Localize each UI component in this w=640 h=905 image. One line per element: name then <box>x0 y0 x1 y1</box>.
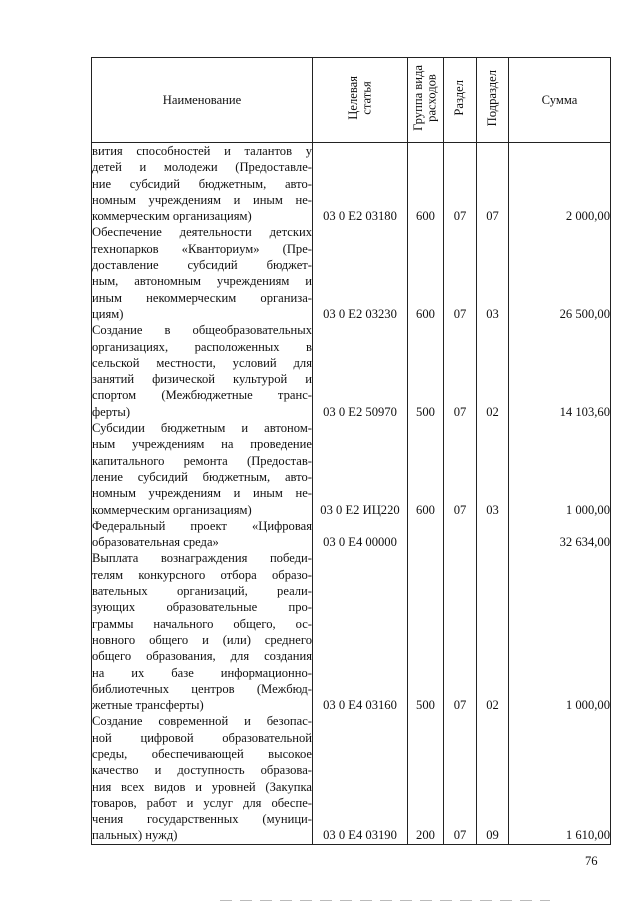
row-name-line: циям) <box>92 306 124 321</box>
row-name-line: Выплата вознаграждения победи- <box>92 551 312 566</box>
row-name-line: чения государственных (муници- <box>92 812 312 827</box>
row-name-line: организациях, расположенных в <box>92 339 312 354</box>
row-expense-group <box>408 518 444 551</box>
row-name-line: доставление субсидий бюджет- <box>92 258 312 273</box>
row-name <box>92 143 313 225</box>
row-section: 07 <box>444 143 477 225</box>
table-row <box>92 322 611 420</box>
row-target-article: 03 0 Е2 03230 <box>313 224 408 322</box>
row-name-line: спортом (Межбюджетные транс- <box>92 388 312 403</box>
row-name-line: коммерческим организациям) <box>92 209 252 224</box>
row-name <box>92 518 313 551</box>
row-name-line: коммерческим организациям) <box>92 502 252 517</box>
row-name-line: на их базе информационно- <box>92 665 312 680</box>
row-section: 07 <box>444 322 477 420</box>
row-expense-group: 500 <box>408 550 444 713</box>
row-expense-group: 600 <box>408 143 444 225</box>
table-header-row <box>92 58 611 143</box>
row-name-line: ным, автономным учреждениям и <box>92 274 312 289</box>
row-name-line: пальных) нужд) <box>92 828 178 843</box>
table-row <box>92 713 611 844</box>
row-target-article: 03 0 Е4 00000 <box>313 518 408 551</box>
row-sum: 1 000,00 <box>509 420 611 518</box>
page-number: 76 <box>585 854 598 868</box>
row-name-line: новного общего и (или) среднего <box>92 632 312 647</box>
row-expense-group: 600 <box>408 420 444 518</box>
row-sum: 26 500,00 <box>509 224 611 322</box>
row-name-line: ния всех видов и уровней (Закупка <box>92 779 312 794</box>
row-subsection: 02 <box>477 550 509 713</box>
header-target-article: Целевая статья <box>313 58 408 143</box>
row-name-line: общего образования, для создания <box>92 649 312 664</box>
header-sum: Сумма <box>509 58 611 143</box>
row-target-article: 03 0 Е2 ИЦ220 <box>313 420 408 518</box>
row-expense-group: 200 <box>408 713 444 844</box>
row-subsection: 07 <box>477 143 509 225</box>
row-name <box>92 224 313 322</box>
row-name-line: Субсидии бюджетным и автоном- <box>92 421 312 436</box>
row-name-line: ной цифровой образовательной <box>92 730 312 745</box>
row-target-article: 03 0 Е4 03160 <box>313 550 408 713</box>
row-name-line: номным учреждениям и иным не- <box>92 192 312 207</box>
row-name-line: граммы начального общего, ос- <box>92 616 312 631</box>
row-name-line: сельской местности, условий для <box>92 355 312 370</box>
row-target-article: 03 0 Е4 03190 <box>313 713 408 844</box>
row-name-line: Обеспечение деятельности детских <box>92 225 312 240</box>
row-name-line: технопарков «Кванториум» (Пре- <box>92 241 312 256</box>
row-name-line: жетные трансферты) <box>92 698 204 713</box>
row-name-line: ление субсидий бюджетным, авто- <box>92 469 312 484</box>
row-name-line: номным учреждениям и иным не- <box>92 486 312 501</box>
row-name-line: библиотечных центров (Межбюд- <box>92 681 312 696</box>
row-subsection <box>477 518 509 551</box>
row-name-line: ние субсидий бюджетным, авто- <box>92 176 312 191</box>
row-name <box>92 420 313 518</box>
row-name-line: вательных организаций, реали- <box>92 584 312 599</box>
row-subsection: 03 <box>477 224 509 322</box>
row-expense-group: 600 <box>408 224 444 322</box>
row-name <box>92 322 313 420</box>
row-expense-group: 500 <box>408 322 444 420</box>
row-target-article: 03 0 Е2 50970 <box>313 322 408 420</box>
table-row <box>92 420 611 518</box>
table-row <box>92 224 611 322</box>
header-section: Раздел <box>444 58 477 143</box>
row-subsection: 02 <box>477 322 509 420</box>
row-section: 07 <box>444 550 477 713</box>
row-name-line: ным учреждениям на проведение <box>92 437 312 452</box>
header-subsection: Подраздел <box>477 58 509 143</box>
row-section: 07 <box>444 224 477 322</box>
row-name-line: иным некоммерческим организа- <box>92 290 312 305</box>
table-row <box>92 518 611 551</box>
row-name <box>92 713 313 844</box>
row-name-line: качество и доступность образова- <box>92 763 312 778</box>
row-sum: 14 103,60 <box>509 322 611 420</box>
row-name-line: занятий физической культурой и <box>92 372 312 387</box>
row-name-line: среды, обеспечивающей высокое <box>92 746 312 761</box>
row-name-line: зующих образовательные про- <box>92 600 312 615</box>
header-name: Наименование <box>92 58 313 143</box>
budget-table <box>91 57 611 845</box>
row-subsection: 03 <box>477 420 509 518</box>
row-name-line: образовательная среда» <box>92 535 219 550</box>
row-sum: 2 000,00 <box>509 143 611 225</box>
row-subsection: 09 <box>477 713 509 844</box>
row-section: 07 <box>444 420 477 518</box>
row-name-line: капитального ремонта (Предостав- <box>92 453 312 468</box>
header-expense-group: Группа вида расходов <box>408 58 444 143</box>
row-name-line: детей и молодежи (Предоставле- <box>92 160 312 175</box>
row-name-line: Создание в общеобразовательных <box>92 323 312 338</box>
row-name-line: товаров, работ и услуг для обеспе- <box>92 795 312 810</box>
row-section: 07 <box>444 713 477 844</box>
row-name-line: ферты) <box>92 404 131 419</box>
row-sum: 1 610,00 <box>509 713 611 844</box>
row-section <box>444 518 477 551</box>
row-target-article: 03 0 Е2 03180 <box>313 143 408 225</box>
row-sum: 32 634,00 <box>509 518 611 551</box>
row-name <box>92 550 313 713</box>
table-row <box>92 143 611 225</box>
row-name-line: Создание современной и безопас- <box>92 714 312 729</box>
row-name-line: Федеральный проект «Цифровая <box>92 518 312 533</box>
row-name-line: телям конкурсного отбора образо- <box>92 567 312 582</box>
row-sum: 1 000,00 <box>509 550 611 713</box>
scan-artifact <box>220 900 550 901</box>
row-name-line: вития способностей и талантов у <box>92 144 312 158</box>
table-row <box>92 550 611 713</box>
